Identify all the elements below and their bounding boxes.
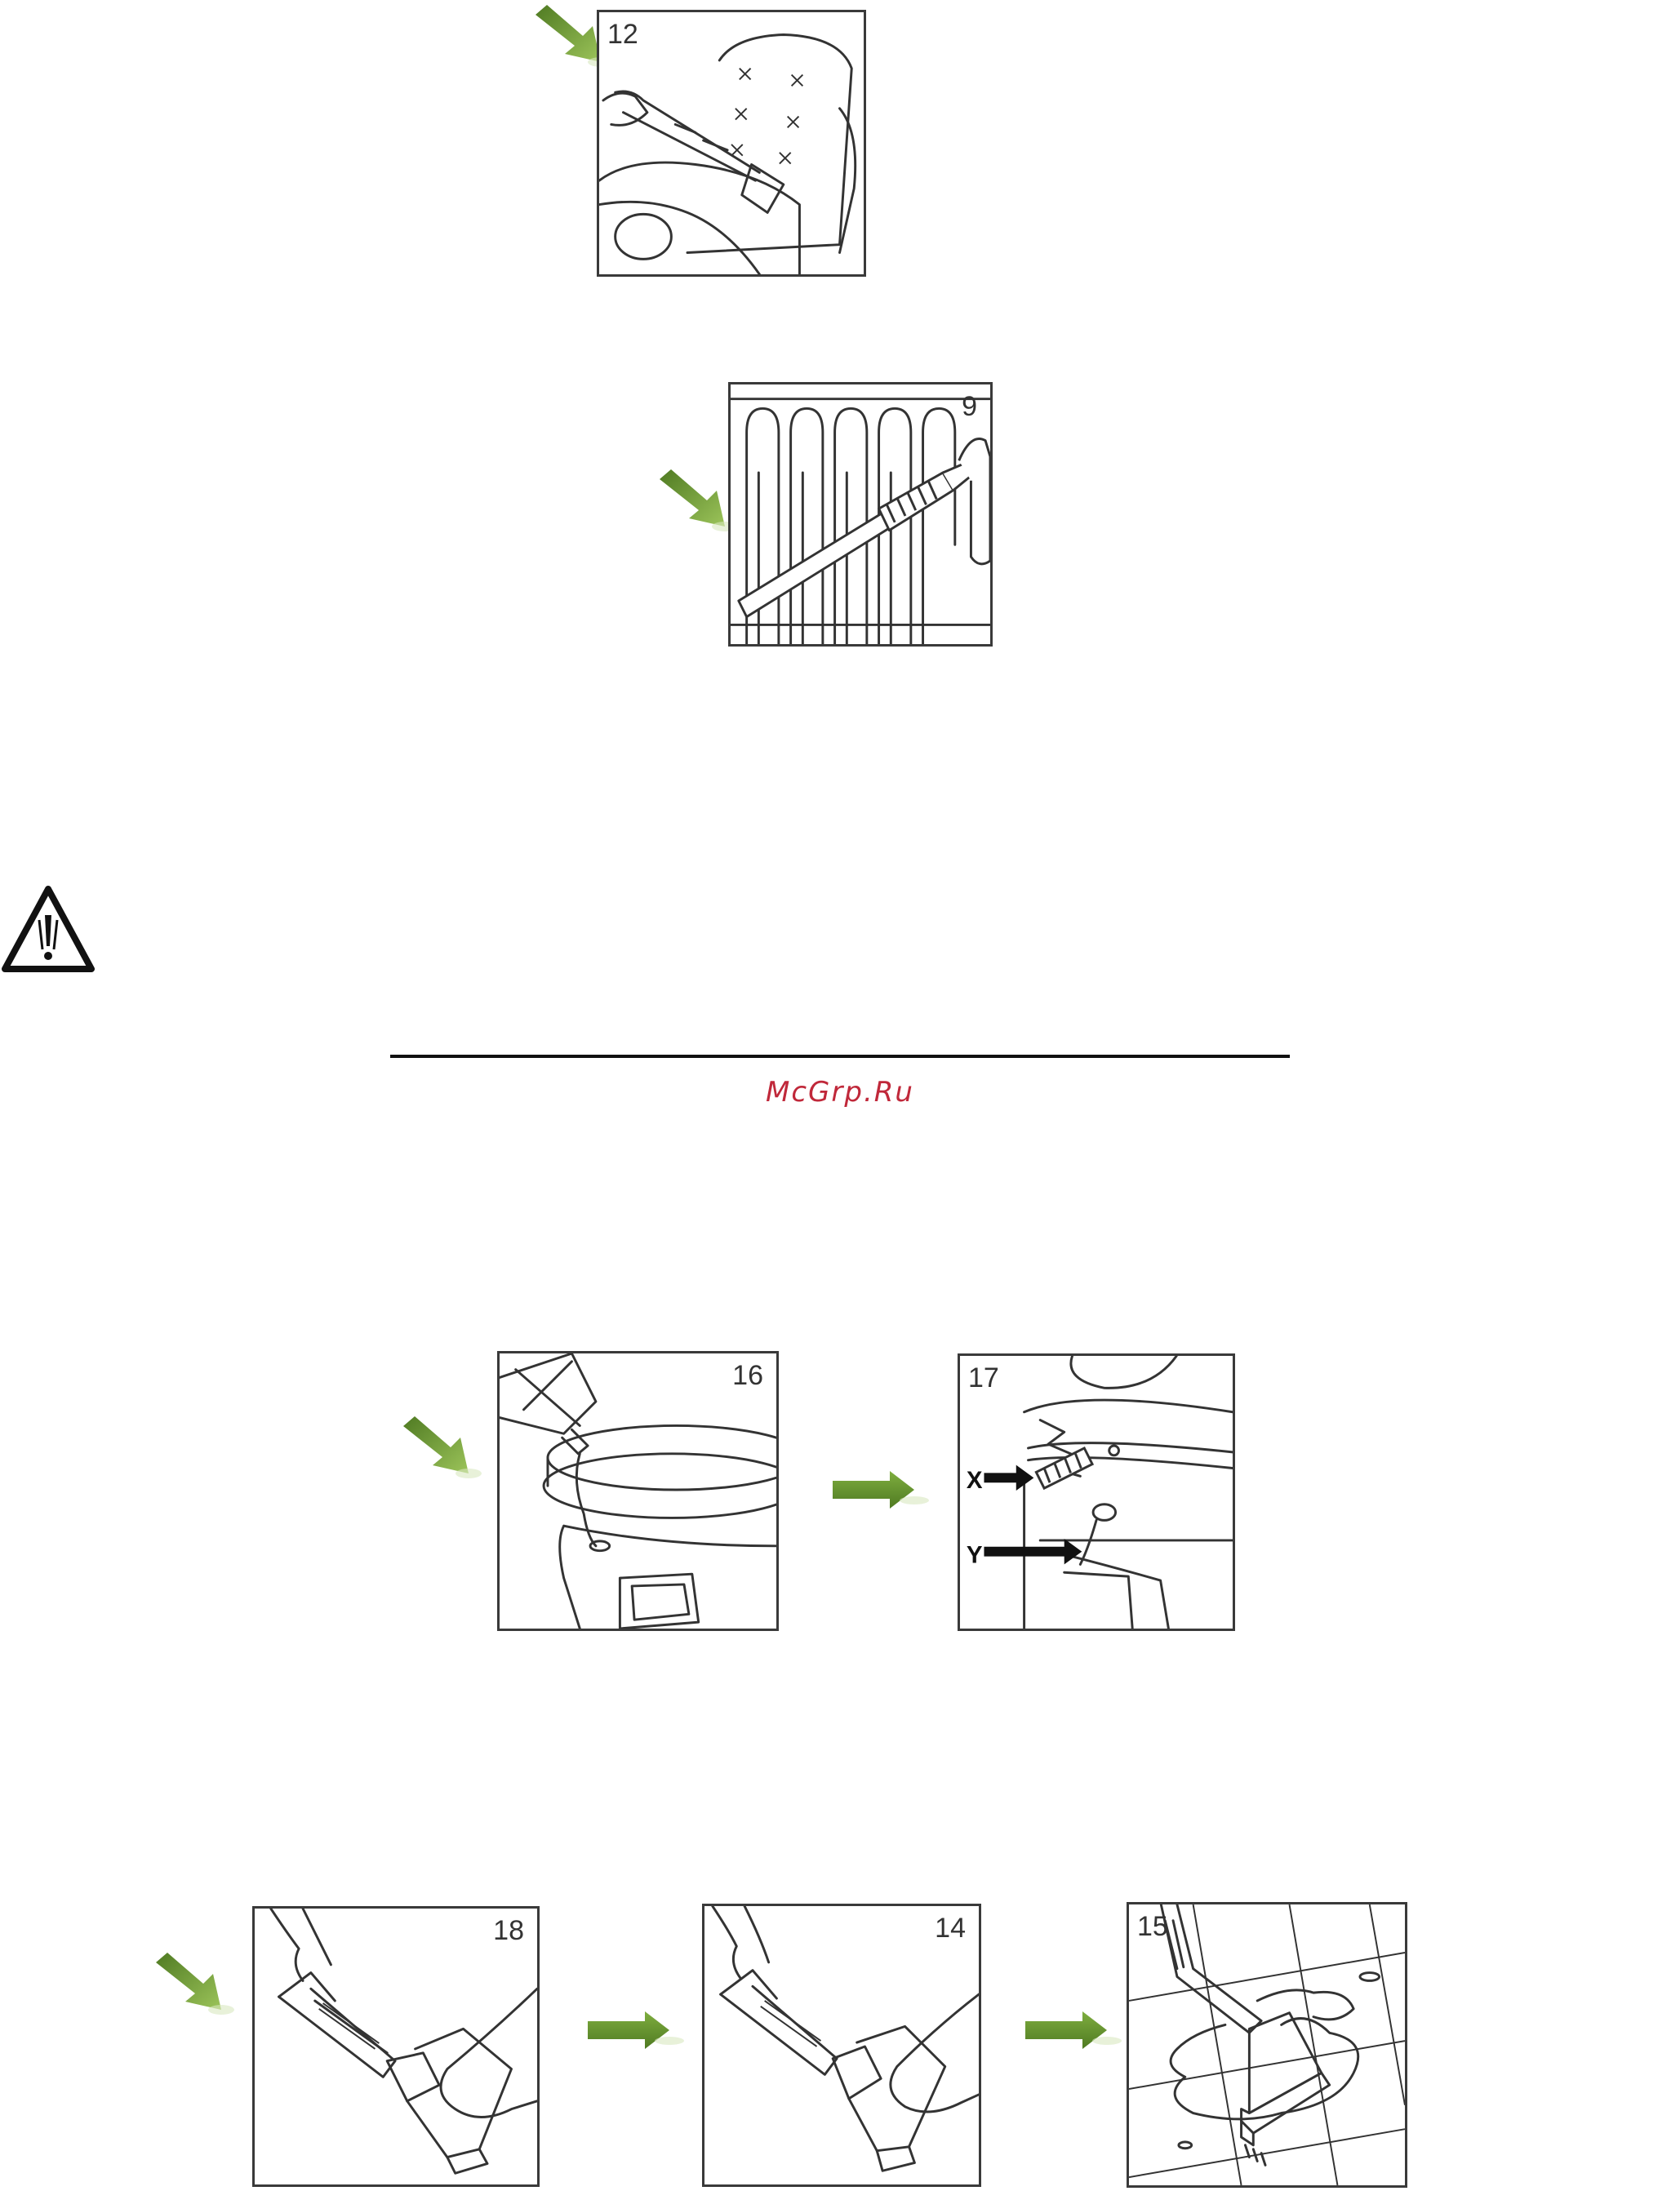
figure-number: 16 [732,1360,763,1391]
figure-12-panel [597,10,866,277]
figure-18-panel [252,1906,540,2187]
nozzle-blade-illustration [704,1906,979,2184]
figure-number: 14 [935,1913,966,1944]
label-y: Y [966,1541,983,1569]
figure-number: 12 [607,19,638,50]
green-arrow-icon [149,1951,239,2020]
green-arrow-icon [588,2010,686,2051]
figure-number: 18 [493,1915,524,1946]
radiator-cleaning-illustration [731,384,990,644]
figure-number: 9 [962,391,977,422]
figure-number: 15 [1137,1911,1168,1942]
footer-site-link[interactable]: McGrp.Ru [766,1076,914,1109]
figure-number: 17 [968,1362,999,1393]
green-arrow-icon [833,1469,931,1510]
warning-triangle-icon [0,884,96,974]
connect-hose-illustration [960,1356,1233,1629]
floor-cleaning-illustration [1129,1904,1405,2185]
armchair-cleaning-illustration [599,12,864,274]
figure-9-panel [728,382,993,647]
pour-detergent-illustration [500,1353,776,1629]
label-x: X [966,1467,983,1495]
figure-15-panel [1127,1902,1407,2188]
green-arrow-icon [397,1415,487,1484]
nozzle-attachment-illustration [255,1909,537,2184]
figure-14-panel [702,1904,981,2187]
footer-divider [390,1055,1290,1058]
figure-16-panel [497,1351,779,1631]
green-arrow-icon [1025,2010,1123,2051]
figure-17-panel [958,1353,1235,1631]
